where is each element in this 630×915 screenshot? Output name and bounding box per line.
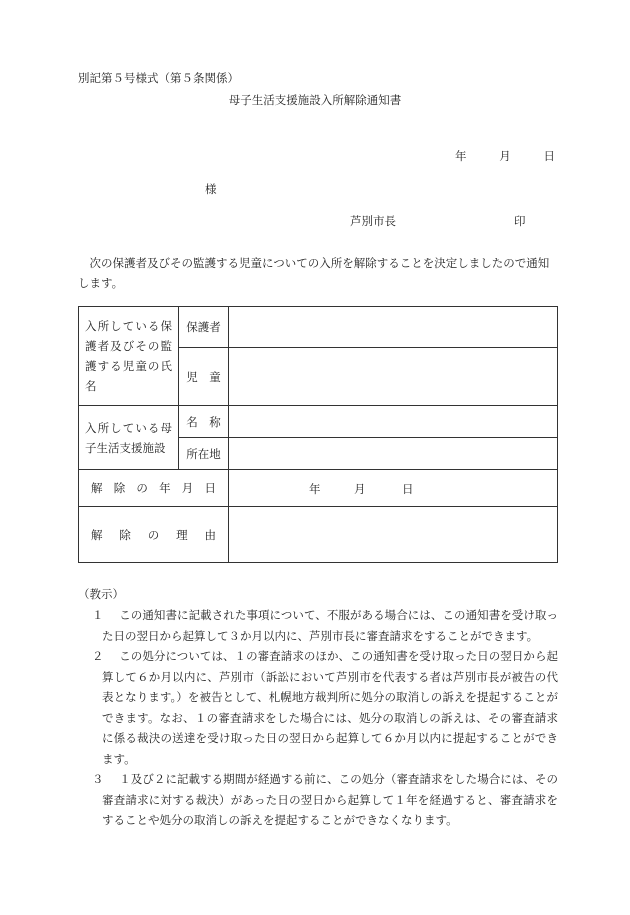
note-text: この処分については、１の審査請求のほか、この通知書を受け取った日の翌日から起算して６か月以内に、芦別市（訴訟において芦別市を代表する者は芦別市長が被告の代表となります。）を被告として、札幌地方裁判所に処分の取消しの訴えを提起することができます。なお、１の審査請求をした場合には、処分の取消しの訴えは、その審査請求に係る裁決の送達を受け取った日の翌日から起算して６か月以内に提起することができます。 (102, 649, 558, 766)
release-date-year: 年 (309, 482, 321, 496)
reason-char-1: 解 (91, 527, 103, 542)
release-date-label (79, 470, 229, 507)
release-date-field[interactable] (229, 470, 558, 507)
document-title: 母子生活支援施設入所解除通知書 (228, 93, 402, 107)
reason-char-4: 理 (176, 527, 188, 542)
reason-char-5: 由 (204, 527, 216, 542)
child-label-char-1: 児 (186, 369, 198, 384)
issue-date-year: 年 (455, 149, 467, 163)
issue-date-day: 日 (543, 149, 555, 163)
note-item (78, 605, 558, 646)
facility-name-label (179, 406, 229, 438)
release-date-month: 月 (354, 482, 366, 496)
form-number: 別記第５号様式（第５条関係） (78, 71, 239, 85)
child-label-char-2: 童 (209, 369, 221, 384)
release-date-char-4: 年 (159, 481, 171, 495)
note-text: １及び２に記載する期間が経過する前に、この処分（審査請求をした場合には、その審査請求に対する裁決）があった日の翌日から起算して１年を経過すると、審査請求をすることや処分の取消しの訴えを提起することができなくなります。 (102, 772, 558, 827)
child-field[interactable] (229, 348, 558, 406)
guardian-field[interactable] (229, 307, 558, 348)
note-number: １ (92, 608, 104, 622)
notes-heading: （教示） (78, 587, 124, 601)
note-item (78, 646, 558, 769)
release-date-char-3: の (136, 481, 148, 495)
issuer-name: 芦別市長 (350, 214, 396, 228)
note-number: ３ (92, 772, 104, 786)
release-date-char-2: 除 (113, 481, 126, 495)
note-number: ２ (92, 649, 104, 663)
issue-date-line (455, 148, 555, 164)
release-date-char-6: 日 (204, 481, 216, 495)
name-label-char-1: 名 (186, 414, 198, 429)
facility-name-field[interactable] (229, 406, 558, 438)
name-label-char-2: 称 (209, 414, 221, 429)
facility-location-field[interactable] (229, 438, 558, 470)
guardian-label: 保護者 (179, 307, 229, 348)
intro-paragraph: 次の保護者及びその監護する児童についての入所を解除することを決定しましたので通知します。 (78, 256, 550, 290)
resident-label: 入所している保護者及びその監護する児童の氏名 (79, 307, 179, 406)
note-item (78, 769, 558, 831)
reason-char-2: 除 (119, 527, 131, 542)
release-date-char-1: 解 (91, 481, 103, 495)
release-reason-field[interactable] (229, 507, 558, 563)
reason-char-3: の (147, 527, 160, 542)
issue-date-month: 月 (499, 149, 511, 163)
seal-mark: 印 (514, 214, 526, 228)
release-date-day: 日 (402, 482, 414, 496)
release-reason-label (79, 507, 229, 563)
addressee-suffix: 様 (205, 182, 217, 196)
release-date-char-5: 月 (181, 481, 194, 495)
facility-label: 入所している母子生活支援施設 (79, 406, 179, 470)
release-info-table (78, 306, 558, 563)
notes-list (78, 605, 558, 831)
facility-location-label: 所在地 (179, 438, 229, 470)
note-text: この通知書に記載された事項について、不服がある場合には、この通知書を受け取った日の翌日から起算して３か月以内に、芦別市長に審査請求をすることができます。 (102, 608, 558, 643)
child-label (179, 348, 229, 406)
